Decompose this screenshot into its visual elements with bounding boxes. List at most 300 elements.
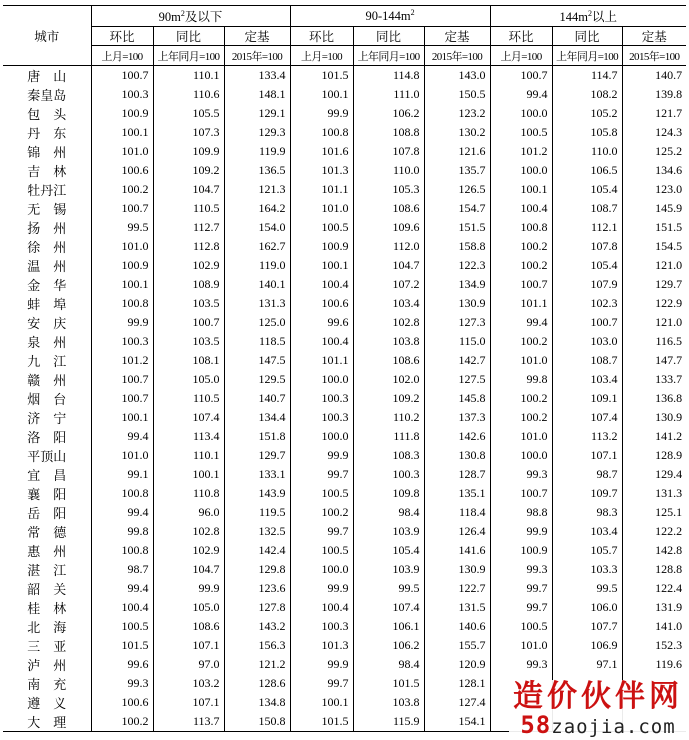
value-cell: 124.3 xyxy=(622,123,686,142)
value-cell: 103.4 xyxy=(552,522,622,541)
value-cell: 100.1 xyxy=(153,465,224,484)
value-cell: 100.5 xyxy=(91,617,153,636)
value-cell: 115.9 xyxy=(353,712,424,732)
city-cell: 牡丹江 xyxy=(27,183,67,198)
value-cell: 109.8 xyxy=(353,484,424,503)
value-cell: 113.2 xyxy=(552,427,622,446)
value-cell: 123.0 xyxy=(622,180,686,199)
value-cell: 111.0 xyxy=(353,85,424,104)
table-row xyxy=(3,389,686,408)
value-cell: 132.5 xyxy=(224,522,290,541)
city-cell: 秦皇岛 xyxy=(27,88,67,103)
city-column-header: 城市 xyxy=(3,6,91,66)
value-cell: 100.1 xyxy=(91,275,153,294)
value-cell: 100.7 xyxy=(490,66,552,86)
value-cell: 109.7 xyxy=(552,484,622,503)
value-cell: 100.2 xyxy=(490,332,552,351)
value-cell: 127.4 xyxy=(424,693,490,712)
value-cell: 140.7 xyxy=(224,389,290,408)
table-row xyxy=(3,66,686,86)
value-cell: 102.3 xyxy=(552,294,622,313)
value-cell: 105.0 xyxy=(153,598,224,617)
value-cell: 100.0 xyxy=(290,427,353,446)
value-cell: 106.9 xyxy=(552,636,622,655)
value-cell: 110.1 xyxy=(153,66,224,86)
value-cell: 101.0 xyxy=(290,199,353,218)
value-cell: 129.1 xyxy=(224,104,290,123)
value-cell: 96.0 xyxy=(153,503,224,522)
value-cell: 100.0 xyxy=(490,104,552,123)
value-cell: 134.6 xyxy=(622,161,686,180)
table-row xyxy=(3,408,686,427)
table-row xyxy=(3,427,686,446)
sub-header-cell: 环比 xyxy=(290,27,353,46)
value-cell: 125.0 xyxy=(224,313,290,332)
value-cell: 99.3 xyxy=(490,655,552,674)
value-cell: 127.8 xyxy=(224,598,290,617)
value-cell: 122.2 xyxy=(622,522,686,541)
city-cell: 徐 州 xyxy=(27,240,67,255)
table-row xyxy=(3,294,686,313)
table-row xyxy=(3,370,686,389)
value-cell: 98.4 xyxy=(353,655,424,674)
value-cell: 99.4 xyxy=(91,427,153,446)
city-cell: 泸 州 xyxy=(27,658,67,673)
value-cell: 125.2 xyxy=(622,142,686,161)
base-header-cell: 上月=100 xyxy=(490,46,552,66)
value-cell: 101.3 xyxy=(290,161,353,180)
value-cell: 140.1 xyxy=(224,275,290,294)
table-row xyxy=(3,142,686,161)
value-cell: 136.5 xyxy=(224,161,290,180)
value-cell: 109.2 xyxy=(353,389,424,408)
value-cell: 100.2 xyxy=(490,408,552,427)
value-cell: 100.8 xyxy=(490,218,552,237)
value-cell: 101.1 xyxy=(290,180,353,199)
value-cell: 100.3 xyxy=(91,85,153,104)
value-cell: 150.5 xyxy=(424,85,490,104)
value-cell: 99.7 xyxy=(490,598,552,617)
value-cell: 154.7 xyxy=(424,199,490,218)
value-cell: 100.8 xyxy=(91,541,153,560)
city-cell: 包 头 xyxy=(27,107,67,122)
value-cell: 110.5 xyxy=(153,199,224,218)
table-row xyxy=(3,332,686,351)
table-row xyxy=(3,351,686,370)
group-header-small: $90m^2$及以下 xyxy=(91,6,290,27)
value-cell: 107.8 xyxy=(552,237,622,256)
value-cell: 98.7 xyxy=(91,560,153,579)
value-cell: 128.9 xyxy=(622,446,686,465)
value-cell: 121.0 xyxy=(622,256,686,275)
value-cell: 121.6 xyxy=(424,142,490,161)
value-cell: 103.3 xyxy=(552,560,622,579)
table-body xyxy=(3,66,686,732)
value-cell: 100.9 xyxy=(91,104,153,123)
value-cell: 99.9 xyxy=(290,446,353,465)
table-row xyxy=(3,560,686,579)
city-cell: 大 理 xyxy=(3,712,91,732)
value-cell: 131.9 xyxy=(622,598,686,617)
city-cell: 无 锡 xyxy=(27,202,67,217)
value-cell: 99.5 xyxy=(91,218,153,237)
value-cell: 127.3 xyxy=(424,313,490,332)
value-cell: 145.9 xyxy=(622,199,686,218)
value-cell: 99.4 xyxy=(490,313,552,332)
value-cell: 99.9 xyxy=(91,313,153,332)
value-cell: 100.0 xyxy=(290,560,353,579)
value-cell: 140.6 xyxy=(424,617,490,636)
value-cell: 164.2 xyxy=(224,199,290,218)
value-cell: 107.2 xyxy=(353,275,424,294)
value-cell: 105.2 xyxy=(552,104,622,123)
value-cell: 103.8 xyxy=(353,693,424,712)
value-cell: 130.9 xyxy=(424,294,490,313)
value-cell: 142.7 xyxy=(424,351,490,370)
value-cell: 112.8 xyxy=(153,237,224,256)
value-cell: 98.4 xyxy=(353,503,424,522)
value-cell: 100.3 xyxy=(290,617,353,636)
value-cell: 141.2 xyxy=(622,427,686,446)
value-cell: 114.8 xyxy=(353,66,424,86)
value-cell: 100.5 xyxy=(290,541,353,560)
group-header-large: $144m^2$以上 xyxy=(490,6,686,27)
city-cell: 赣 州 xyxy=(27,373,67,388)
value-cell: 100.9 xyxy=(490,541,552,560)
value-cell: 108.2 xyxy=(552,85,622,104)
value-cell: 101.5 xyxy=(290,712,353,732)
value-cell: 101.2 xyxy=(490,142,552,161)
value-cell: 155.7 xyxy=(424,636,490,655)
value-cell: 100.4 xyxy=(290,598,353,617)
value-cell: 100.7 xyxy=(490,275,552,294)
value-cell: 131.5 xyxy=(424,598,490,617)
table-row xyxy=(3,636,686,655)
city-cell: 温 州 xyxy=(27,259,67,274)
value-cell: 103.5 xyxy=(153,294,224,313)
value-cell: 110.5 xyxy=(153,389,224,408)
value-cell: 131.3 xyxy=(224,294,290,313)
value-cell: 99.8 xyxy=(91,522,153,541)
value-cell: 133.4 xyxy=(224,66,290,86)
value-cell: 100.2 xyxy=(490,237,552,256)
value-cell: 120.9 xyxy=(424,655,490,674)
value-cell: 100.6 xyxy=(91,693,153,712)
value-cell: 143.0 xyxy=(424,66,490,86)
table-row xyxy=(3,655,686,674)
value-cell: 100.1 xyxy=(91,408,153,427)
value-cell: 101.1 xyxy=(290,351,353,370)
value-cell: 100.8 xyxy=(91,294,153,313)
value-cell: 103.9 xyxy=(353,522,424,541)
value-cell: 119.6 xyxy=(622,655,686,674)
value-cell: 100.1 xyxy=(290,85,353,104)
city-cell: 惠 州 xyxy=(27,544,67,559)
value-cell: 125.1 xyxy=(622,503,686,522)
price-index-table xyxy=(3,5,686,732)
value-cell: 98.8 xyxy=(490,503,552,522)
value-cell: 109.2 xyxy=(153,161,224,180)
value-cell: 107.4 xyxy=(353,598,424,617)
value-cell: 100.5 xyxy=(290,218,353,237)
value-cell: 119.9 xyxy=(224,142,290,161)
value-cell: 100.9 xyxy=(91,256,153,275)
value-cell: 129.7 xyxy=(622,275,686,294)
value-cell: 119.5 xyxy=(224,503,290,522)
value-cell: 100.7 xyxy=(552,313,622,332)
value-cell: 101.1 xyxy=(490,294,552,313)
city-cell: 常 德 xyxy=(27,525,67,540)
value-cell: 110.6 xyxy=(153,85,224,104)
city-cell: 南 充 xyxy=(27,677,67,692)
value-cell: 135.7 xyxy=(424,161,490,180)
value-cell: 107.8 xyxy=(353,142,424,161)
value-cell: 107.4 xyxy=(153,408,224,427)
value-cell: 102.8 xyxy=(153,522,224,541)
value-cell: 110.1 xyxy=(153,446,224,465)
value-cell: 116.5 xyxy=(622,332,686,351)
city-cell: 锦 州 xyxy=(27,145,67,160)
value-cell: 101.5 xyxy=(91,636,153,655)
value-cell: 148.1 xyxy=(224,85,290,104)
value-cell: 99.8 xyxy=(490,370,552,389)
value-cell: 122.4 xyxy=(622,579,686,598)
value-cell: 142.4 xyxy=(224,541,290,560)
value-cell: 126.4 xyxy=(424,522,490,541)
base-header-cell: 上月=100 xyxy=(91,46,153,66)
value-cell: 151.8 xyxy=(224,427,290,446)
base-header-cell: 上月=100 xyxy=(290,46,353,66)
value-cell: 128.7 xyxy=(424,465,490,484)
value-cell: 99.9 xyxy=(153,579,224,598)
value-cell: 109.6 xyxy=(353,218,424,237)
value-cell: 99.7 xyxy=(290,465,353,484)
table-row xyxy=(3,446,686,465)
value-cell: 107.9 xyxy=(552,275,622,294)
city-cell: 北 海 xyxy=(27,620,67,635)
value-cell: 100.3 xyxy=(353,465,424,484)
value-cell: 100.0 xyxy=(490,446,552,465)
value-cell: 107.4 xyxy=(552,408,622,427)
value-cell: 110.0 xyxy=(353,161,424,180)
value-cell: 99.9 xyxy=(290,655,353,674)
value-cell: 106.2 xyxy=(353,636,424,655)
value-cell: 147.7 xyxy=(622,351,686,370)
table-row xyxy=(3,218,686,237)
value-cell: 102.0 xyxy=(353,370,424,389)
group-header-medium: $90-144m^2$ xyxy=(290,6,490,27)
value-cell: 109.1 xyxy=(552,389,622,408)
sub-header-cell: 同比 xyxy=(153,27,224,46)
value-cell: 145.8 xyxy=(424,389,490,408)
value-cell: 101.6 xyxy=(290,142,353,161)
value-cell: 100.7 xyxy=(153,313,224,332)
value-cell: 97.1 xyxy=(552,655,622,674)
value-cell: 99.9 xyxy=(490,522,552,541)
value-cell: 100.6 xyxy=(290,294,353,313)
city-cell: 洛 阳 xyxy=(27,430,67,445)
value-cell: 99.4 xyxy=(91,579,153,598)
value-cell: 99.6 xyxy=(290,313,353,332)
sub-header-cell: 环比 xyxy=(91,27,153,46)
value-cell: 127.5 xyxy=(424,370,490,389)
value-cell: 134.9 xyxy=(424,275,490,294)
value-cell: 154.5 xyxy=(622,237,686,256)
value-cell: 112.7 xyxy=(153,218,224,237)
value-cell: 103.0 xyxy=(552,332,622,351)
value-cell: 130.8 xyxy=(424,446,490,465)
value-cell: 156.3 xyxy=(224,636,290,655)
value-cell: 123.2 xyxy=(424,104,490,123)
value-cell: 128.8 xyxy=(622,560,686,579)
sub-header-cell: 同比 xyxy=(353,27,424,46)
city-cell: 扬 州 xyxy=(27,221,67,236)
city-cell: 桂 林 xyxy=(27,601,67,616)
value-cell: 107.1 xyxy=(552,446,622,465)
value-cell: 100.4 xyxy=(290,275,353,294)
value-cell: 110.8 xyxy=(153,484,224,503)
table-row xyxy=(3,541,686,560)
value-cell: 128.6 xyxy=(224,674,290,693)
table-row xyxy=(3,579,686,598)
value-cell: 147.5 xyxy=(224,351,290,370)
sub-header-row xyxy=(3,27,686,46)
value-cell: 100.2 xyxy=(91,712,153,732)
value-cell: 129.5 xyxy=(224,370,290,389)
value-cell: 154.1 xyxy=(424,712,490,732)
sub-header-cell: 环比 xyxy=(490,27,552,46)
value-cell: 129.4 xyxy=(622,465,686,484)
value-cell: 101.5 xyxy=(290,66,353,86)
city-cell: 蚌 埠 xyxy=(27,297,67,312)
value-cell: 137.3 xyxy=(424,408,490,427)
value-cell: 107.3 xyxy=(153,123,224,142)
value-cell: 105.0 xyxy=(153,370,224,389)
watermark xyxy=(509,680,687,738)
table-row xyxy=(3,313,686,332)
value-cell: 98.3 xyxy=(552,503,622,522)
value-cell: 108.9 xyxy=(153,275,224,294)
value-cell: 108.6 xyxy=(353,199,424,218)
value-cell: 100.1 xyxy=(91,123,153,142)
value-cell: 129.8 xyxy=(224,560,290,579)
base-header-cell: 2015年=100 xyxy=(622,46,686,66)
city-cell: 三 亚 xyxy=(27,639,67,654)
value-cell: 102.8 xyxy=(353,313,424,332)
city-cell: 九 江 xyxy=(27,354,67,369)
value-cell: 105.5 xyxy=(153,104,224,123)
base-header-cell: 上年同月=100 xyxy=(552,46,622,66)
value-cell: 143.9 xyxy=(224,484,290,503)
value-cell: 100.7 xyxy=(91,66,153,86)
watermark-url: 58zaojia.com xyxy=(520,711,676,739)
value-cell: 100.6 xyxy=(91,161,153,180)
value-cell: 101.0 xyxy=(91,237,153,256)
value-cell: 104.7 xyxy=(153,560,224,579)
value-cell: 122.9 xyxy=(622,294,686,313)
value-cell: 108.6 xyxy=(153,617,224,636)
value-cell: 162.7 xyxy=(224,237,290,256)
value-cell: 100.3 xyxy=(91,332,153,351)
value-cell: 100.4 xyxy=(490,199,552,218)
city-cell: 济 宁 xyxy=(27,411,67,426)
value-cell: 99.6 xyxy=(91,655,153,674)
value-cell: 100.8 xyxy=(91,484,153,503)
city-cell: 襄 阳 xyxy=(27,487,67,502)
value-cell: 101.3 xyxy=(290,636,353,655)
value-cell: 111.8 xyxy=(353,427,424,446)
value-cell: 107.1 xyxy=(153,636,224,655)
value-cell: 136.8 xyxy=(622,389,686,408)
value-cell: 130.2 xyxy=(424,123,490,142)
value-cell: 100.8 xyxy=(290,123,353,142)
value-cell: 100.2 xyxy=(91,180,153,199)
table-row xyxy=(3,598,686,617)
value-cell: 105.8 xyxy=(552,123,622,142)
value-cell: 118.4 xyxy=(424,503,490,522)
table-row xyxy=(3,465,686,484)
value-cell: 108.1 xyxy=(153,351,224,370)
value-cell: 103.9 xyxy=(353,560,424,579)
value-cell: 101.0 xyxy=(91,446,153,465)
value-cell: 105.4 xyxy=(552,256,622,275)
watermark-logo: 造价伙伴网 xyxy=(513,679,683,714)
value-cell: 100.7 xyxy=(490,484,552,503)
value-cell: 158.8 xyxy=(424,237,490,256)
base-header-cell: 上年同月=100 xyxy=(353,46,424,66)
base-header-cell: 2015年=100 xyxy=(424,46,490,66)
value-cell: 106.0 xyxy=(552,598,622,617)
value-cell: 142.8 xyxy=(622,541,686,560)
value-cell: 105.3 xyxy=(353,180,424,199)
value-cell: 106.1 xyxy=(353,617,424,636)
value-cell: 100.4 xyxy=(290,332,353,351)
value-cell: 154.0 xyxy=(224,218,290,237)
value-cell: 105.4 xyxy=(353,541,424,560)
value-cell: 106.5 xyxy=(552,161,622,180)
value-cell: 152.3 xyxy=(622,636,686,655)
value-cell: 99.5 xyxy=(353,579,424,598)
value-cell: 114.7 xyxy=(552,66,622,86)
value-cell: 107.1 xyxy=(153,693,224,712)
value-cell: 130.9 xyxy=(622,408,686,427)
table-row xyxy=(3,256,686,275)
table-row xyxy=(3,617,686,636)
value-cell: 99.4 xyxy=(91,503,153,522)
value-cell: 100.1 xyxy=(290,693,353,712)
value-cell: 113.4 xyxy=(153,427,224,446)
value-cell: 100.5 xyxy=(490,123,552,142)
value-cell: 129.3 xyxy=(224,123,290,142)
value-cell: 112.1 xyxy=(552,218,622,237)
value-cell: 100.7 xyxy=(91,199,153,218)
value-cell: 101.5 xyxy=(353,674,424,693)
value-cell: 100.2 xyxy=(490,256,552,275)
value-cell: 140.7 xyxy=(622,66,686,86)
value-cell: 113.7 xyxy=(153,712,224,732)
value-cell: 108.7 xyxy=(552,199,622,218)
sub-header-cell: 定基 xyxy=(424,27,490,46)
value-cell: 110.2 xyxy=(353,408,424,427)
value-cell: 99.9 xyxy=(290,104,353,123)
value-cell: 143.2 xyxy=(224,617,290,636)
value-cell: 112.0 xyxy=(353,237,424,256)
value-cell: 100.1 xyxy=(290,256,353,275)
value-cell: 141.0 xyxy=(622,617,686,636)
value-cell: 101.2 xyxy=(91,351,153,370)
value-cell: 141.6 xyxy=(424,541,490,560)
table-row xyxy=(3,503,686,522)
